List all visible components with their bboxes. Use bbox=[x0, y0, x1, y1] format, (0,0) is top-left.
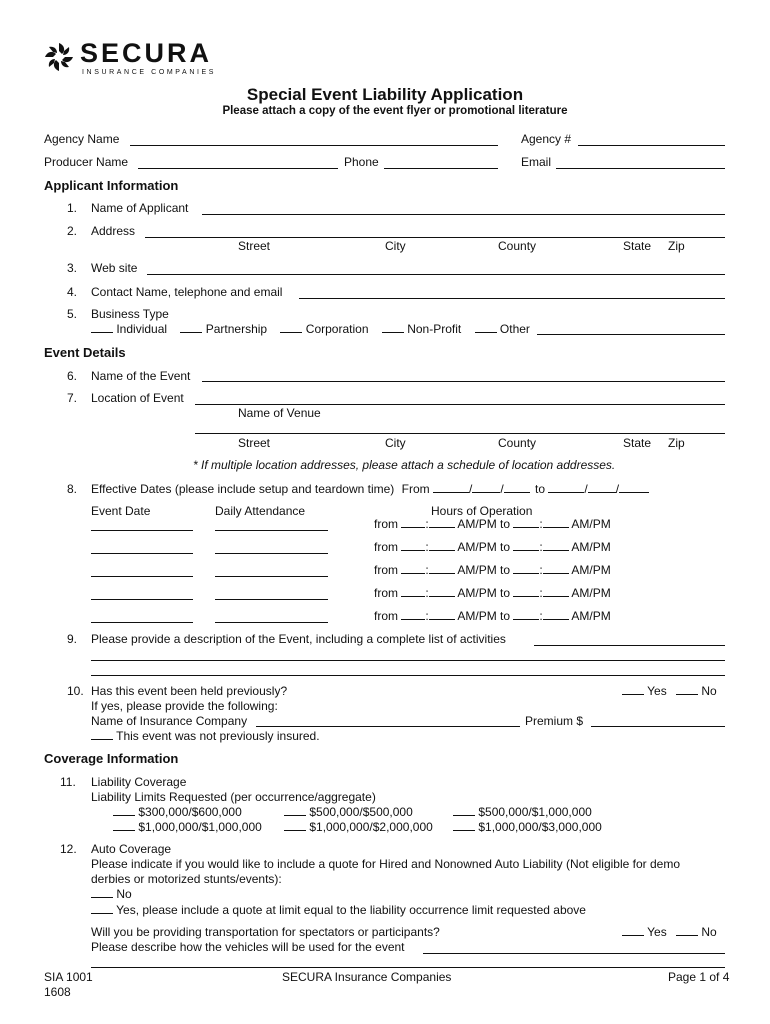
q10-no-label: No bbox=[701, 684, 717, 698]
agency-number-field[interactable] bbox=[578, 145, 725, 146]
q9-label: Please provide a description of the Event, including a complete list of activities bbox=[91, 632, 506, 646]
other-business-type-field[interactable] bbox=[537, 334, 725, 335]
producer-name-field[interactable] bbox=[138, 168, 338, 169]
checkbox-nonprofit[interactable] bbox=[382, 322, 404, 333]
vehicle-use-label: Please describe how the vehicles will be used for the event bbox=[91, 940, 405, 954]
limit-label-3: $500,000/$1,000,000 bbox=[478, 805, 592, 819]
end-minute[interactable] bbox=[543, 609, 569, 620]
q7-number: 7. bbox=[67, 391, 78, 405]
q1-number: 1. bbox=[67, 201, 78, 215]
start-minute[interactable] bbox=[429, 540, 455, 551]
applicant-address-field[interactable] bbox=[145, 237, 725, 238]
to-label: to bbox=[535, 482, 546, 496]
end-hour[interactable] bbox=[513, 563, 539, 574]
ampm-label: AM/PM bbox=[571, 517, 611, 531]
page-subtitle: Please attach a copy of the event flyer or promotional literature bbox=[222, 105, 568, 117]
end-hour[interactable] bbox=[513, 517, 539, 528]
producer-name-label: Producer Name bbox=[44, 155, 129, 169]
ampm-label: AM/PM bbox=[571, 609, 611, 623]
limit-option-5 bbox=[284, 820, 433, 834]
ampm-to-label: AM/PM to bbox=[457, 563, 511, 577]
attendance-field-3[interactable] bbox=[215, 576, 328, 577]
checkbox-individual[interactable] bbox=[91, 322, 113, 333]
limit-option-4 bbox=[113, 820, 262, 834]
option-corporation: Corporation bbox=[305, 322, 369, 336]
attendance-field-1[interactable] bbox=[215, 530, 328, 531]
footer-divider bbox=[91, 967, 725, 968]
from-year[interactable] bbox=[504, 482, 530, 493]
ampm-to-label: AM/PM to bbox=[457, 540, 511, 554]
q7-label: Location of Event bbox=[91, 391, 184, 405]
q3-label: Web site bbox=[91, 261, 138, 275]
venue-caption: Name of Venue bbox=[238, 406, 321, 420]
from-label: From bbox=[401, 482, 430, 496]
event-date-field-3[interactable] bbox=[91, 576, 193, 577]
end-hour[interactable] bbox=[513, 609, 539, 620]
section-coverage-heading: Coverage Information bbox=[44, 751, 179, 766]
q5-number: 5. bbox=[67, 307, 78, 321]
limit-checkbox-3[interactable] bbox=[453, 805, 475, 816]
hours-row-4: from : AM/PM to : AM/PM bbox=[374, 586, 611, 600]
limit-option-3 bbox=[453, 805, 592, 819]
limit-checkbox-2[interactable] bbox=[284, 805, 306, 816]
premium-label: Premium $ bbox=[525, 714, 584, 728]
end-minute[interactable] bbox=[543, 586, 569, 597]
limit-label-5: $1,000,000/$2,000,000 bbox=[309, 820, 433, 834]
hours-row-5: from : AM/PM to : AM/PM bbox=[374, 609, 611, 623]
hours-from-label: from bbox=[374, 540, 398, 554]
option-partnership: Partnership bbox=[205, 322, 268, 336]
hours-row-3: from : AM/PM to : AM/PM bbox=[374, 563, 611, 577]
effective-dates-label: Effective Dates (please include setup and teardown time) bbox=[91, 482, 395, 496]
to-year[interactable] bbox=[619, 482, 649, 493]
business-type-options bbox=[91, 322, 530, 336]
description-field-1[interactable] bbox=[534, 645, 725, 646]
transport-yes-checkbox[interactable] bbox=[622, 925, 644, 936]
event-venue-field[interactable] bbox=[195, 404, 725, 405]
location-city-caption: City bbox=[385, 436, 406, 450]
agency-name-field[interactable] bbox=[130, 145, 498, 146]
q10-yes-checkbox[interactable] bbox=[622, 684, 644, 695]
start-minute[interactable] bbox=[429, 609, 455, 620]
address-county-caption: County bbox=[498, 239, 537, 253]
email-field[interactable] bbox=[556, 168, 725, 169]
q3-number: 3. bbox=[67, 261, 78, 275]
option-individual: Individual bbox=[116, 322, 168, 336]
q10-no-checkbox[interactable] bbox=[676, 684, 698, 695]
ampm-label: AM/PM bbox=[571, 540, 611, 554]
footer-page: Page 1 of 4 bbox=[668, 970, 730, 984]
q9-number: 9. bbox=[67, 632, 78, 646]
option-other: Other bbox=[499, 322, 530, 336]
q10-yes-label: Yes bbox=[647, 684, 667, 698]
agency-number-label: Agency # bbox=[521, 132, 572, 146]
hours-header: Hours of Operation bbox=[431, 504, 533, 518]
q6-label: Name of the Event bbox=[91, 369, 191, 383]
start-minute[interactable] bbox=[429, 586, 455, 597]
transport-no-label: No bbox=[701, 925, 717, 939]
q2-number: 2. bbox=[67, 224, 78, 238]
location-county-caption: County bbox=[498, 436, 537, 450]
event-address-field[interactable] bbox=[195, 433, 725, 434]
limit-option-6 bbox=[453, 820, 602, 834]
end-minute[interactable] bbox=[543, 563, 569, 574]
limit-checkbox-1[interactable] bbox=[113, 805, 135, 816]
start-hour[interactable] bbox=[401, 586, 425, 597]
ampm-to-label: AM/PM to bbox=[457, 609, 511, 623]
event-date-field-2[interactable] bbox=[91, 553, 193, 554]
transport-yes-no bbox=[622, 925, 717, 939]
hours-row-1: from : AM/PM to : AM/PM bbox=[374, 517, 611, 531]
not-insured-label: This event was not previously insured. bbox=[116, 729, 320, 743]
footer-company: SECURA Insurance Companies bbox=[282, 970, 452, 984]
website-field[interactable] bbox=[147, 274, 725, 275]
event-date-field-1[interactable] bbox=[91, 530, 193, 531]
event-date-field-4[interactable] bbox=[91, 599, 193, 600]
limit-label-1: $300,000/$600,000 bbox=[138, 805, 242, 819]
from-day[interactable] bbox=[472, 482, 500, 493]
attendance-field-5[interactable] bbox=[215, 622, 328, 623]
option-nonprofit: Non-Profit bbox=[407, 322, 462, 336]
address-street-caption: Street bbox=[238, 239, 271, 253]
q12-label: Auto Coverage bbox=[91, 842, 172, 856]
daily-attendance-header: Daily Attendance bbox=[215, 504, 306, 518]
hours-from-label: from bbox=[374, 517, 398, 531]
end-hour[interactable] bbox=[513, 540, 539, 551]
attendance-field-4[interactable] bbox=[215, 599, 328, 600]
description-field-3[interactable] bbox=[91, 675, 725, 676]
q2-label: Address bbox=[91, 224, 136, 238]
q12-number: 12. bbox=[60, 842, 77, 856]
q5-label: Business Type bbox=[91, 307, 169, 321]
start-hour[interactable] bbox=[401, 517, 425, 528]
footer-form-code: 1608 bbox=[44, 985, 71, 999]
q10-yes-no bbox=[622, 684, 717, 698]
from-month[interactable] bbox=[433, 482, 469, 493]
to-month[interactable] bbox=[548, 482, 584, 493]
multiple-location-note: * If multiple location addresses, please attach a schedule of location addresses. bbox=[193, 458, 616, 472]
ampm-to-label: AM/PM to bbox=[457, 586, 511, 600]
q8-number: 8. bbox=[67, 482, 78, 496]
limits-label: Liability Limits Requested (per occurrence/aggregate) bbox=[91, 790, 376, 804]
limit-label-2: $500,000/$500,000 bbox=[309, 805, 413, 819]
q1-label: Name of Applicant bbox=[91, 201, 189, 215]
secura-mark-icon bbox=[44, 42, 74, 72]
if-yes-label: If yes, please provide the following: bbox=[91, 699, 278, 713]
hours-from-label: from bbox=[374, 609, 398, 623]
location-zip-caption: Zip bbox=[668, 436, 685, 450]
attendance-field-2[interactable] bbox=[215, 553, 328, 554]
q4-number: 4. bbox=[67, 285, 78, 299]
location-state-caption: State bbox=[623, 436, 652, 450]
event-name-field[interactable] bbox=[202, 381, 725, 382]
start-minute[interactable] bbox=[429, 563, 455, 574]
location-street-caption: Street bbox=[238, 436, 271, 450]
event-date-header: Event Date bbox=[91, 504, 151, 518]
ampm-to-label: AM/PM to bbox=[457, 517, 511, 531]
limit-checkbox-5[interactable] bbox=[284, 820, 306, 831]
auto-no-label: No bbox=[116, 887, 132, 901]
limit-label-6: $1,000,000/$3,000,000 bbox=[478, 820, 602, 834]
limit-checkbox-6[interactable] bbox=[453, 820, 475, 831]
auto-yes-checkbox[interactable] bbox=[91, 903, 113, 914]
hours-row-2: from : AM/PM to : AM/PM bbox=[374, 540, 611, 554]
limit-label-4: $1,000,000/$1,000,000 bbox=[138, 820, 262, 834]
hours-from-label: from bbox=[374, 563, 398, 577]
transport-no-checkbox[interactable] bbox=[676, 925, 698, 936]
agency-name-label: Agency Name bbox=[44, 132, 120, 146]
q10-label: Has this event been held previously? bbox=[91, 684, 288, 698]
end-minute[interactable] bbox=[543, 517, 569, 528]
description-field-2[interactable] bbox=[91, 660, 725, 661]
contact-field[interactable] bbox=[299, 298, 725, 299]
auto-no-checkbox[interactable] bbox=[91, 887, 113, 898]
page-title: Special Event Liability Application bbox=[246, 85, 524, 104]
start-minute[interactable] bbox=[429, 517, 455, 528]
q10-number: 10. bbox=[67, 684, 84, 698]
footer-form-number: SIA 1001 bbox=[44, 970, 93, 984]
auto-no-option bbox=[91, 887, 132, 901]
vehicle-use-field[interactable] bbox=[423, 953, 725, 954]
end-hour[interactable] bbox=[513, 586, 539, 597]
auto-yes-option bbox=[91, 903, 586, 917]
limit-checkbox-4[interactable] bbox=[113, 820, 135, 831]
event-date-field-5[interactable] bbox=[91, 622, 193, 623]
not-insured-checkbox[interactable] bbox=[91, 729, 113, 740]
section-applicant-heading: Applicant Information bbox=[44, 178, 179, 193]
hours-from-label: from bbox=[374, 586, 398, 600]
phone-field[interactable] bbox=[384, 168, 498, 169]
q6-number: 6. bbox=[67, 369, 78, 383]
logo-name: SECURA bbox=[80, 38, 213, 68]
start-hour[interactable] bbox=[401, 609, 425, 620]
to-day[interactable] bbox=[588, 482, 616, 493]
auto-yes-label: Yes, please include a quote at limit equal to the liability occurrence limit requested above bbox=[116, 903, 586, 917]
insurer-label: Name of Insurance Company bbox=[91, 714, 248, 728]
q11-number: 11. bbox=[60, 775, 76, 789]
start-hour[interactable] bbox=[401, 563, 425, 574]
checkbox-other[interactable] bbox=[475, 322, 497, 333]
address-state-caption: State bbox=[623, 239, 652, 253]
applicant-name-field[interactable] bbox=[202, 214, 725, 215]
transport-yes-label: Yes bbox=[647, 925, 667, 939]
auto-text-1: Please indicate if you would like to include a quote for Hired and Nonowned Auto Liability (Not eligible for demo bbox=[91, 857, 681, 871]
insurer-field[interactable] bbox=[256, 726, 520, 727]
not-insured-option bbox=[91, 729, 320, 743]
limit-option-1 bbox=[113, 805, 242, 819]
premium-field[interactable] bbox=[591, 726, 725, 727]
email-label: Email bbox=[521, 155, 552, 169]
q4-label: Contact Name, telephone and email bbox=[91, 285, 283, 299]
section-event-heading: Event Details bbox=[44, 345, 126, 360]
limit-option-2 bbox=[284, 805, 413, 819]
address-city-caption: City bbox=[385, 239, 406, 253]
q11-label: Liability Coverage bbox=[91, 775, 187, 789]
transport-question: Will you be providing transportation for spectators or participants? bbox=[91, 925, 440, 939]
phone-label: Phone bbox=[344, 155, 379, 169]
ampm-label: AM/PM bbox=[571, 586, 611, 600]
start-hour[interactable] bbox=[401, 540, 425, 551]
logo-tagline: INSURANCE COMPANIES bbox=[82, 69, 217, 76]
q8-label: Effective Dates (please include setup and teardown time) From / / to / / bbox=[91, 482, 649, 496]
auto-text-2: derbies or motorized stunts/events): bbox=[91, 872, 282, 886]
checkbox-corporation[interactable] bbox=[280, 322, 302, 333]
end-minute[interactable] bbox=[543, 540, 569, 551]
checkbox-partnership[interactable] bbox=[180, 322, 202, 333]
ampm-label: AM/PM bbox=[571, 563, 611, 577]
address-zip-caption: Zip bbox=[668, 239, 685, 253]
